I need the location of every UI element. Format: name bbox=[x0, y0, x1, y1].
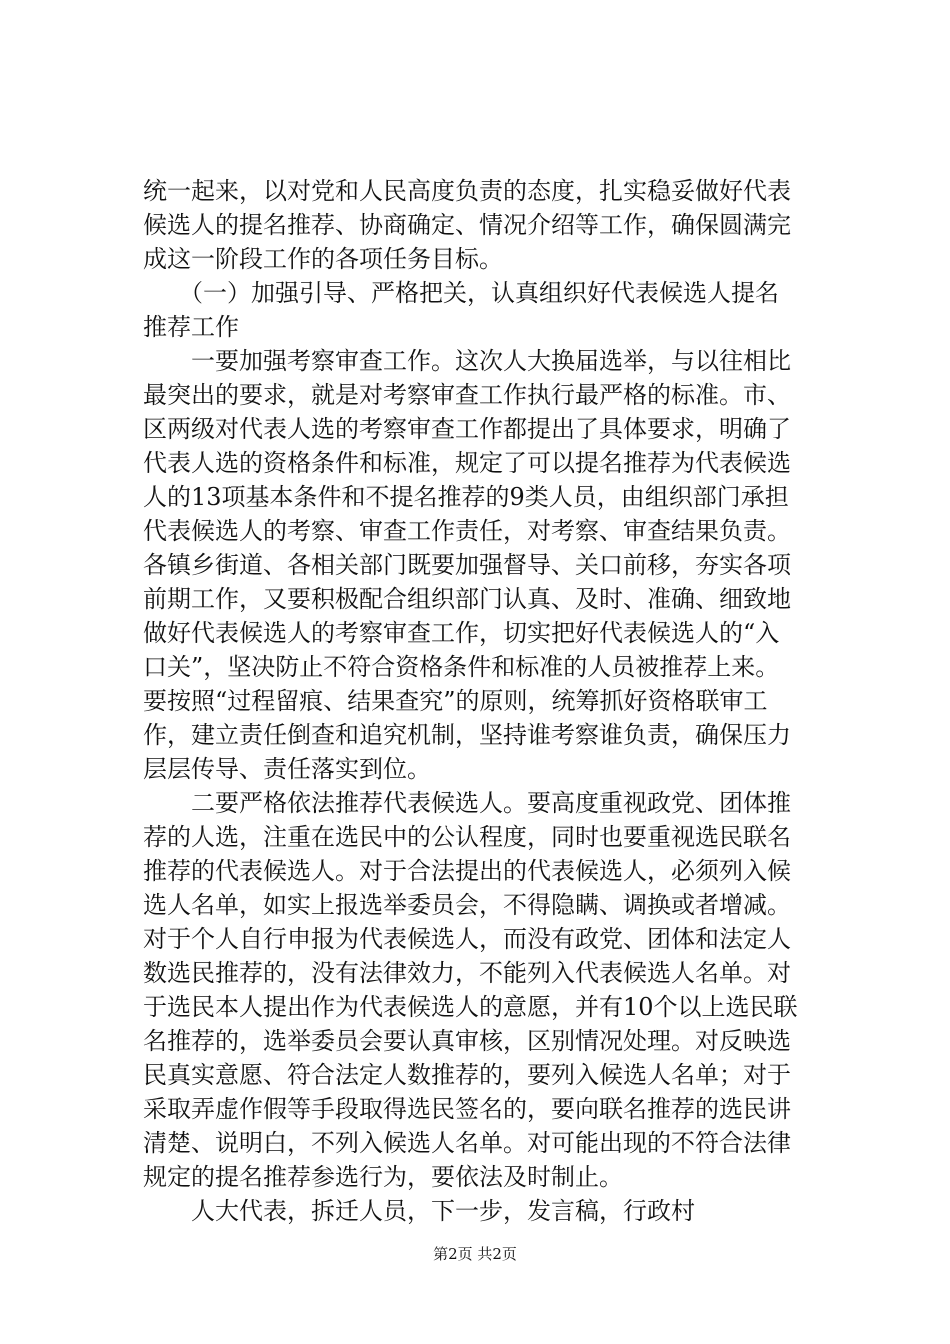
text-line: 民真实意愿、符合法定人数推荐的，要列入候选人名单；对于 bbox=[143, 1061, 791, 1089]
page-footer: 第2页 共2页 bbox=[433, 1245, 517, 1263]
text-line: 名推荐的，选举委员会要认真审核，区别情况处理。对反映选 bbox=[143, 1027, 791, 1055]
text-line: 推荐工作 bbox=[143, 313, 239, 341]
text-line: 规定的提名推荐参选行为，要依法及时制止。 bbox=[143, 1163, 623, 1191]
text-line: 代表人选的资格条件和标准，规定了可以提名推荐为代表候选 bbox=[143, 449, 791, 477]
text-line: 成这一阶段工作的各项任务目标。 bbox=[143, 245, 503, 273]
text-line: 清楚、说明白，不列入候选人名单。对可能出现的不符合法律 bbox=[143, 1129, 791, 1157]
text-line: 代表候选人的考察、审查工作责任，对考察、审查结果负责。 bbox=[143, 517, 791, 545]
text-line: 人大代表，拆迁人员，下一步，发言稿，行政村 bbox=[143, 1197, 695, 1225]
text-line: （一）加强引导、严格把关，认真组织好代表候选人提名 bbox=[143, 279, 779, 307]
text-line: 选人名单，如实上报选举委员会，不得隐瞒、调换或者增减。 bbox=[143, 891, 791, 919]
text-line: 区两级对代表人选的考察审查工作都提出了具体要求，明确了 bbox=[143, 415, 791, 443]
text-line: 人的13项基本条件和不提名推荐的9类人员，由组织部门承担 bbox=[143, 483, 789, 511]
text-line: 采取弄虚作假等手段取得选民签名的，要向联名推荐的选民讲 bbox=[143, 1095, 791, 1123]
text-line: 做好代表候选人的考察审查工作，切实把好代表候选人的“入 bbox=[143, 619, 780, 647]
text-line: 前期工作，又要积极配合组织部门认真、及时、准确、细致地 bbox=[143, 585, 791, 613]
text-line: 层层传导、责任落实到位。 bbox=[143, 755, 431, 783]
text-line: 一要加强考察审查工作。这次人大换届选举，与以往相比 bbox=[143, 347, 791, 375]
text-line: 对于个人自行申报为代表候选人，而没有政党、团体和法定人 bbox=[143, 925, 791, 953]
text-line: 二要严格依法推荐代表候选人。要高度重视政党、团体推 bbox=[143, 789, 791, 817]
text-line: 要按照“过程留痕、结果查究”的原则，统筹抓好资格联审工 bbox=[143, 687, 768, 715]
text-line: 推荐的代表候选人。对于合法提出的代表候选人，必须列入候 bbox=[143, 857, 791, 885]
text-line: 各镇乡街道、各相关部门既要加强督导、关口前移，夯实各项 bbox=[143, 551, 791, 579]
text-line: 统一起来，以对党和人民高度负责的态度，扎实稳妥做好代表 bbox=[143, 177, 791, 205]
text-line: 口关”，坚决防止不符合资格条件和标准的人员被推荐上来。 bbox=[143, 653, 780, 681]
text-line: 于选民本人提出作为代表候选人的意愿，并有10个以上选民联 bbox=[143, 993, 798, 1021]
text-line: 数选民推荐的，没有法律效力，不能列入代表候选人名单。对 bbox=[143, 959, 791, 987]
text-line: 最突出的要求，就是对考察审查工作执行最严格的标准。市、 bbox=[143, 381, 791, 409]
text-line: 候选人的提名推荐、协商确定、情况介绍等工作，确保圆满完 bbox=[143, 211, 791, 239]
text-line: 作，建立责任倒查和追究机制，坚持谁考察谁负责，确保压力 bbox=[143, 721, 791, 749]
text-line: 荐的人选，注重在选民中的公认程度，同时也要重视选民联名 bbox=[143, 823, 791, 851]
document-body bbox=[143, 174, 831, 1228]
